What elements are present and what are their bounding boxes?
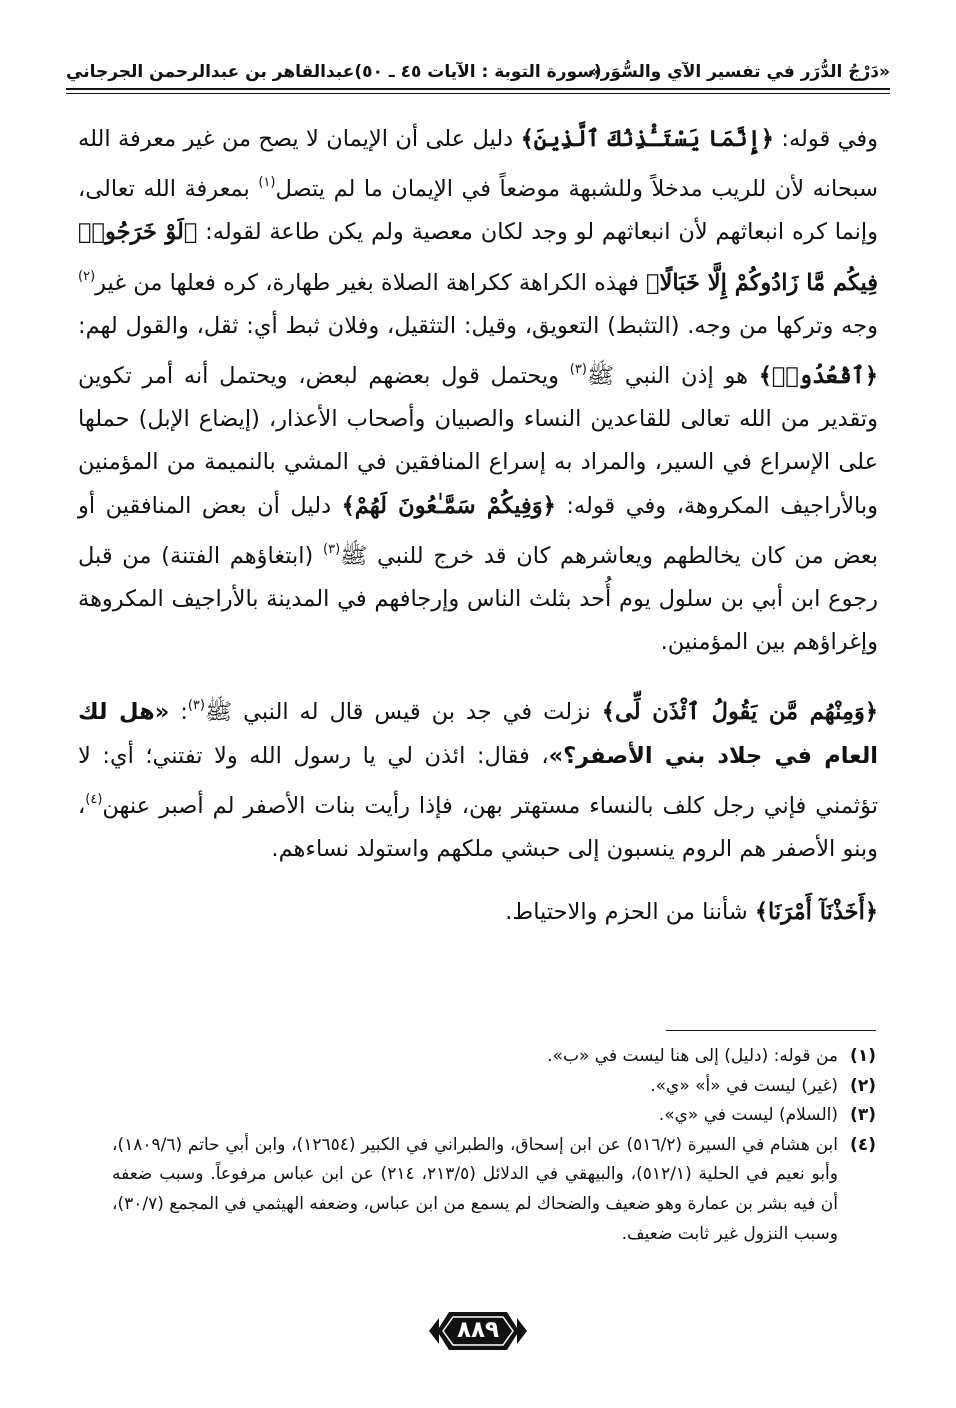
text-run: شأننا من الحزم والاحتياط. [505, 899, 755, 926]
footnote-number: (٣) [850, 1105, 876, 1126]
footnote-marker: (٣) [569, 362, 587, 378]
paragraph-3 [78, 891, 878, 934]
header-rule-thin [66, 93, 890, 94]
footnote [112, 1131, 876, 1249]
footnote-marker: (٣) [187, 698, 205, 714]
footnote-number: (٤) [850, 1134, 876, 1155]
paragraph-1 [78, 118, 878, 664]
quran-quote: ﴿إِنَّمَا يَسْتَـْٔذِنُكَ ٱلَّذِينَ﴾ [520, 126, 774, 152]
footnote-marker: (٢) [78, 268, 96, 284]
footnote-text: (السلام) ليست في «ي». [658, 1105, 838, 1126]
text-run: نزلت في جد بن قيس قال له النبي ﷺ [204, 699, 602, 726]
quran-quote: ﴿لَوْ خَرَجُوا۟ فِيكُم مَّا زَادُوكُمْ إِلَّا خَبَالًا﴾ [78, 219, 878, 296]
text-run: : [169, 699, 188, 726]
footnote-text: (غير) ليست في «أ» «ي». [650, 1075, 838, 1096]
text-run: بمعرفة الله تعالى، وإنما كره انبعاثهم لأن انبعاثهم لو وجد لكان معصية ولم يكن طاعة لقوله: [78, 176, 878, 246]
footnote-separator [666, 1030, 876, 1031]
footnote-number: (٢) [850, 1075, 876, 1096]
footnote-marker: (٣) [323, 541, 341, 557]
surah-reference: (سورة التوبة : الآيات ٤٥ ـ ٥٠) [354, 62, 602, 82]
text-run: وجه وتركها من وجه. (التثبط) التعويق، وقيل: التثقيل، وفلان ثبط أي: ثقل، والقول لهم: [78, 312, 878, 339]
running-header [66, 58, 890, 94]
main-text [78, 118, 878, 934]
text-run: هو إذن النبي ﷺ [586, 363, 759, 390]
page-number-badge [427, 1308, 529, 1354]
text-run: دليل أن بعض المنافقين أو بعض من كان يخالطهم ويعاشرهم كان قد خرج للنبي ﷺ [78, 492, 879, 569]
quran-quote: ﴿أَخَذْنَآ أَمْرَنَا﴾ [754, 899, 878, 926]
hadith-quote: «هل لك العام في جلاد بني الأصفر؟» [78, 699, 879, 769]
text-run: وفي قوله: [774, 126, 878, 152]
footnote-text: من قوله: (دليل) إلى هنا ليست في «ب». [547, 1046, 838, 1066]
book-title: «دَرْجُ الدُّرَر في تفسير الآي والسُّوَر» [589, 62, 890, 82]
footnote [112, 1072, 876, 1102]
text-run: دليل على أن الإيمان لا يصح من غير معرفة الله سبحانه لأن للريب مدخلاً وللشبهة موضعاً في الإيمان ما لم يتصل [78, 126, 878, 203]
footnote [112, 1101, 876, 1131]
quran-quote: ﴿ٱقْعُدُوا۟﴾ [758, 363, 879, 390]
text-run: (ابتغاؤهم الفتنة) من قبل رجوع ابن أبي بن سلول يوم أُحد بثلث الناس وإرجافهم في المدينة بالأراجيف المكروهة وإغراؤهم بين المؤمنين. [78, 542, 878, 656]
author-name: عبدالقاهر بن عبدالرحمن الجرجاني [66, 62, 355, 82]
text-run: فهذه الكراهة ككراهة الصلاة بغير طهارة، كره فعلها من غير [95, 269, 647, 296]
paragraph-2 [78, 684, 878, 871]
footnotes [112, 1042, 876, 1249]
text-run: ويحتمل قول بعضهم لبعض، ويحتمل أنه أمر تكوين وتقدير من الله تعالى للقاعدين النساء والصبيان وأصحاب الأعذار، (إيضاع الإبل) حملها على الإسراع في السير، والمراد به إسراع المنافقين في المشي بالنميمة من المؤمنين وبالأراجيف المكروهة، وفي قوله: [78, 363, 879, 519]
header-rule [66, 88, 890, 90]
footnote-marker: (١) [258, 175, 276, 191]
quran-quote: ﴿وَمِنْهُم مَّن يَقُولُ ٱئْذَن لِّى﴾ [601, 699, 879, 726]
text-run: ، وبنو الأصفر هم الروم ينسبون إلى حبشي ملكهم واستولد نساءهم. [78, 792, 878, 863]
footnote [112, 1042, 876, 1072]
footnote-number: (١) [850, 1046, 876, 1066]
page-number: ٨٨٩ [456, 1317, 500, 1343]
footnote-marker: (٤) [85, 791, 103, 807]
quran-quote: ﴿وَفِيكُمْ سَمَّـٰعُونَ لَهُمْ﴾ [341, 492, 556, 519]
footnote-text: ابن هشام في السيرة (٥١٦/٢) عن ابن إسحاق، والطبراني في الكبير (١٢٦٥٤)، وابن أبي حاتم (١٨٠٩/٦)، وأبو نعيم في الحلية (٥١٢/١)، والبيهقي في الدلائل (٢١٣/٥، ٢١٤) عن ابن عباس مرفوعاً. وسبب ضعفه أن فيه بشر بن عمارة وهو ضعيف والضحاك لم يسمع من ابن عباس، وضعفه الهيثمي في المجمع (٣٠/٧)، وسبب النزول غير ثابت ضعيف. [112, 1134, 838, 1244]
text-run: ، فقال: ائذن لي يا رسول الله ولا تفتني؛ أي: لا تؤثمني فإني رجل كلف بالنساء مستهتر بهن، فإذا رأيت بنات الأصفر لم أصبر عنهن [78, 742, 878, 819]
